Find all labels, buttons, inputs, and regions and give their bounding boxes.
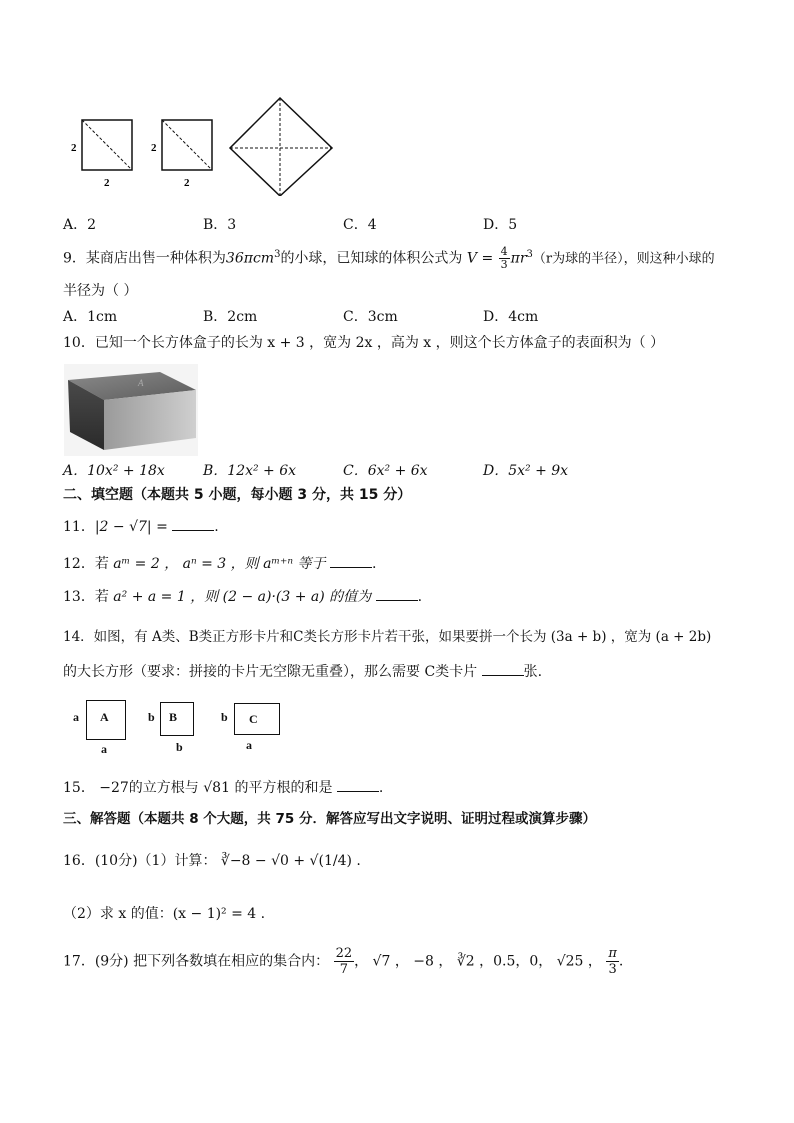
- q9-formula-rhs: πr: [510, 250, 527, 267]
- rotated-square: [230, 98, 332, 196]
- q17-frac-num: 22: [335, 946, 353, 961]
- q10-option-a[interactable]: A．10x² + 18x: [63, 463, 165, 479]
- q11-num: 11．: [63, 519, 95, 535]
- q13-expr: a² + a = 1 ，则 (2 − a)·(3 + a) 的值为: [113, 589, 372, 605]
- q8-option-d[interactable]: D．5: [483, 217, 518, 233]
- card-b-letter: B: [169, 710, 178, 724]
- q17-pi-num: π: [608, 946, 617, 961]
- card-b-side: b: [148, 710, 155, 724]
- box-photo: [64, 364, 198, 456]
- card-c-side: b: [221, 710, 228, 724]
- q17-pi-fraction: [606, 946, 619, 977]
- q13-num: 13．若: [63, 589, 109, 605]
- q9-volume-exp: 3: [274, 249, 281, 260]
- q13: [63, 588, 422, 606]
- q13-end: .: [417, 589, 423, 605]
- q16-part2: （2）求 x 的值：(x − 1)² = 4 .: [63, 906, 266, 922]
- q9-text-2: 的小球，已知球的体积公式为: [280, 250, 463, 267]
- card-a-letter: A: [100, 710, 109, 724]
- square-2: [162, 120, 212, 170]
- square-1: [82, 120, 132, 170]
- q12-answer-blank[interactable]: [330, 555, 372, 568]
- q9-option-a[interactable]: A．1cm: [63, 309, 118, 325]
- q15-text: 15． −27的立方根与 √81 的平方根的和是: [63, 780, 333, 796]
- q8-option-b[interactable]: B．3: [203, 217, 237, 233]
- q9-text-1: 9．某商店出售一种体积为: [63, 250, 226, 267]
- q8-option-a[interactable]: A．2: [63, 217, 97, 233]
- q17: [63, 946, 623, 977]
- box-letter: A: [138, 378, 144, 388]
- q9-formula-exp: 3: [526, 249, 533, 260]
- q9-formula-fraction: [499, 246, 510, 271]
- q8-figure: [66, 96, 336, 196]
- q11-answer-blank[interactable]: [172, 518, 214, 531]
- q8-option-c[interactable]: C．4: [343, 217, 377, 233]
- q14-line2-text: 的大长方形（要求：拼接的卡片无空隙无重叠），那么需要 C类卡片: [63, 664, 478, 680]
- q10-stem: 10．已知一个长方体盒子的长为 x + 3 ，宽为 2x ，高为 x ，则这个长方体盒子的表面积为（ ）: [63, 335, 665, 351]
- q11-expr: |2 − √7| =: [94, 519, 168, 535]
- q9-stem-line2: 半径为（ ）: [63, 283, 138, 299]
- q10-option-b[interactable]: B．12x² + 6x: [203, 463, 297, 479]
- card-c-letter: C: [249, 712, 258, 726]
- q15-answer-blank[interactable]: [337, 779, 379, 792]
- q17-numbers: ， √7 ， −8 ， ∛2 ，0.5，0， √25 ，: [354, 953, 602, 970]
- q9-frac-den: 3: [500, 258, 508, 272]
- q10-option-d[interactable]: D．5x² + 9x: [483, 463, 569, 479]
- q14-line2: [63, 663, 542, 681]
- section-3-title: 三、解答题（本题共 8 个大题，共 75 分．解答应写出文字说明、证明过程或演算步骤）: [63, 811, 596, 827]
- q11: [63, 518, 219, 536]
- q9-option-d[interactable]: D．4cm: [483, 309, 539, 325]
- card-a-bottom: a: [101, 742, 107, 756]
- q9-stem: [63, 246, 715, 271]
- q9-frac-num: 4: [500, 245, 508, 259]
- q14-line2-end: 张.: [523, 664, 543, 680]
- card-a-side: a: [73, 710, 79, 724]
- q12: [63, 555, 376, 573]
- q9-option-b[interactable]: B．2cm: [203, 309, 258, 325]
- q17-pi-den: 3: [608, 962, 617, 977]
- square-2-side-label: 2: [151, 142, 157, 154]
- square-1-bottom-label: 2: [104, 177, 110, 189]
- q15-end: .: [378, 780, 384, 796]
- q9-option-c[interactable]: C．3cm: [343, 309, 398, 325]
- q12-end: .: [372, 556, 377, 572]
- q17-text: 17．(9分) 把下列各数填在相应的集合内：: [63, 953, 330, 970]
- q17-end: .: [618, 953, 624, 970]
- q9-formula-lhs: V =: [466, 250, 494, 267]
- q11-end: .: [214, 519, 219, 535]
- q12-expr: aᵐ = 2 ， aⁿ = 3 ，则 aᵐ⁺ⁿ 等于: [113, 556, 326, 572]
- q17-fraction: [334, 946, 355, 977]
- card-c-bottom: a: [246, 738, 252, 752]
- q14-line1: 14．如图，有 A类、B类正方形卡片和C类长方形卡片若干张，如果要拼一个长为 (3a + b) ，宽为 (a + 2b): [63, 629, 712, 645]
- square-1-side-label: 2: [71, 142, 77, 154]
- q12-num: 12．若: [63, 556, 109, 572]
- square-2-bottom-label: 2: [184, 177, 190, 189]
- q15: [63, 779, 383, 797]
- q9-text-3: （r为球的半径），则这种小球的: [532, 251, 715, 267]
- q16-part1: 16．(10分)（1）计算： ∛−8 − √0 + √(1/4) .: [63, 853, 361, 869]
- q13-answer-blank[interactable]: [376, 588, 418, 601]
- q9-volume: 36πcm: [225, 250, 275, 267]
- q10-option-c[interactable]: C．6x² + 6x: [343, 463, 428, 479]
- section-2-title: 二、填空题（本题共 5 小题，每小题 3 分，共 15 分）: [63, 487, 412, 503]
- card-b-bottom: b: [176, 740, 183, 754]
- q14-answer-blank[interactable]: [482, 663, 524, 676]
- q17-frac-den: 7: [339, 962, 348, 977]
